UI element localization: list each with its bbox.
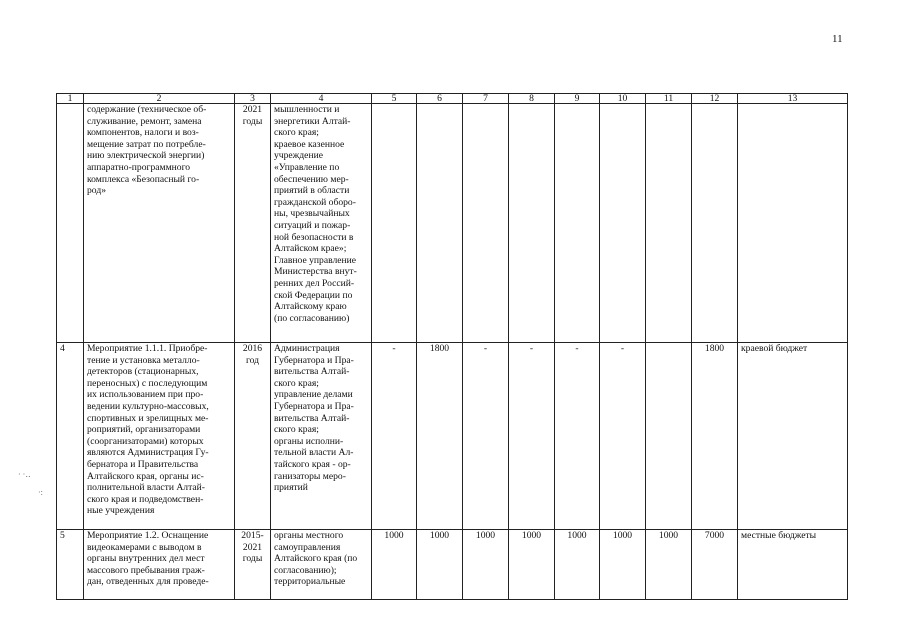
header-cell: 2: [84, 94, 235, 104]
total-cell: [692, 104, 738, 343]
header-cell: 10: [600, 94, 646, 104]
total-cell: 7000: [692, 530, 738, 600]
header-row: [57, 94, 848, 104]
header-cell: 12: [692, 94, 738, 104]
header-cell: 7: [463, 94, 509, 104]
amount-cell: 1000: [600, 530, 646, 600]
table-row: [57, 530, 848, 600]
amount-cell: [555, 104, 600, 343]
header-cell: 3: [235, 94, 271, 104]
period: 2015- 2021 годы: [235, 530, 271, 600]
executor: Администрация Губернатора и Пра- вительства Алтай- ского края; управление делами Губернатора и Пра- вительства Алтай- ского края; органы исполни- тельной власти Ал- тайского края - ор- ганизаторы меро- приятий: [271, 343, 372, 530]
funding-source: краевой бюджет: [738, 343, 848, 530]
amount-cell: -: [463, 343, 509, 530]
amount-cell: -: [555, 343, 600, 530]
header-cell: 13: [738, 94, 848, 104]
amount-cell: 1000: [646, 530, 692, 600]
header-cell: 4: [271, 94, 372, 104]
header-cell: 6: [417, 94, 463, 104]
amount-cell: 1000: [417, 530, 463, 600]
amount-cell: [646, 343, 692, 530]
amount-cell: 1000: [463, 530, 509, 600]
funding-source: местные бюджеты: [738, 530, 848, 600]
budget-table: [56, 93, 848, 600]
header-cell: 8: [509, 94, 555, 104]
executor: органы местного самоуправления Алтайского края (по согласованию); территориальные: [271, 530, 372, 600]
amount-cell: [463, 104, 509, 343]
amount-cell: [646, 104, 692, 343]
row-number: 4: [57, 343, 84, 530]
amount-cell: [417, 104, 463, 343]
amount-cell: [372, 104, 417, 343]
header-cell: 1: [57, 94, 84, 104]
measure-name: содержание (техническое об- служивание, ремонт, замена компонентов, налоги и воз- мещение затрат по потребле- нию электрической энергии) аппаратно-программного комплекса «Безопасный го- род»: [84, 104, 235, 343]
amount-cell: 1800: [417, 343, 463, 530]
total-cell: 1800: [692, 343, 738, 530]
amount-cell: 1000: [555, 530, 600, 600]
measure-name: Мероприятие 1.2. Оснащение видеокамерами с выводом в органы внутренних дел мест массового пребывания граж- дан, отведенных для проведе-: [84, 530, 235, 600]
funding-source: [738, 104, 848, 343]
amount-cell: 1000: [372, 530, 417, 600]
row-number: 5: [57, 530, 84, 600]
page-number: 11: [832, 33, 843, 45]
amount-cell: [509, 104, 555, 343]
table-row: [57, 104, 848, 343]
amount-cell: -: [372, 343, 417, 530]
table-row: [57, 343, 848, 530]
amount-cell: 1000: [509, 530, 555, 600]
period: 2021 годы: [235, 104, 271, 343]
scan-noise: ·:: [38, 488, 43, 497]
amount-cell: [600, 104, 646, 343]
scan-noise: · ·‥: [18, 470, 31, 479]
row-number: [57, 104, 84, 343]
amount-cell: -: [600, 343, 646, 530]
header-cell: 11: [646, 94, 692, 104]
measure-name: Мероприятие 1.1.1. Приобре- тение и установка металло- детекторов (стационарных, переносных) с последующим их использованием при про- ведении культурно-массовых, спортивных и зрелищных ме- роприятий, организаторами (соорганизаторами) которых являются Администрация Гу- бернатора и Правительства Алтайского края, органы ис- полнительной власти Алтай- ского края и подведомствен- ные учреждения: [84, 343, 235, 530]
header-cell: 5: [372, 94, 417, 104]
header-cell: 9: [555, 94, 600, 104]
period: 2016 год: [235, 343, 271, 530]
executor: мышленности и энергетики Алтай- ского края; краевое казенное учреждение «Управление по обеспечению мер- приятий в области гражданской оборо- ны, чрезвычайных ситуаций и пожар- ной безопасности в Алтайском крае»; Главное управление Министерства внут- ренних дел Россий- ской Федерации по Алтайскому краю (по согласованию): [271, 104, 372, 343]
amount-cell: -: [509, 343, 555, 530]
